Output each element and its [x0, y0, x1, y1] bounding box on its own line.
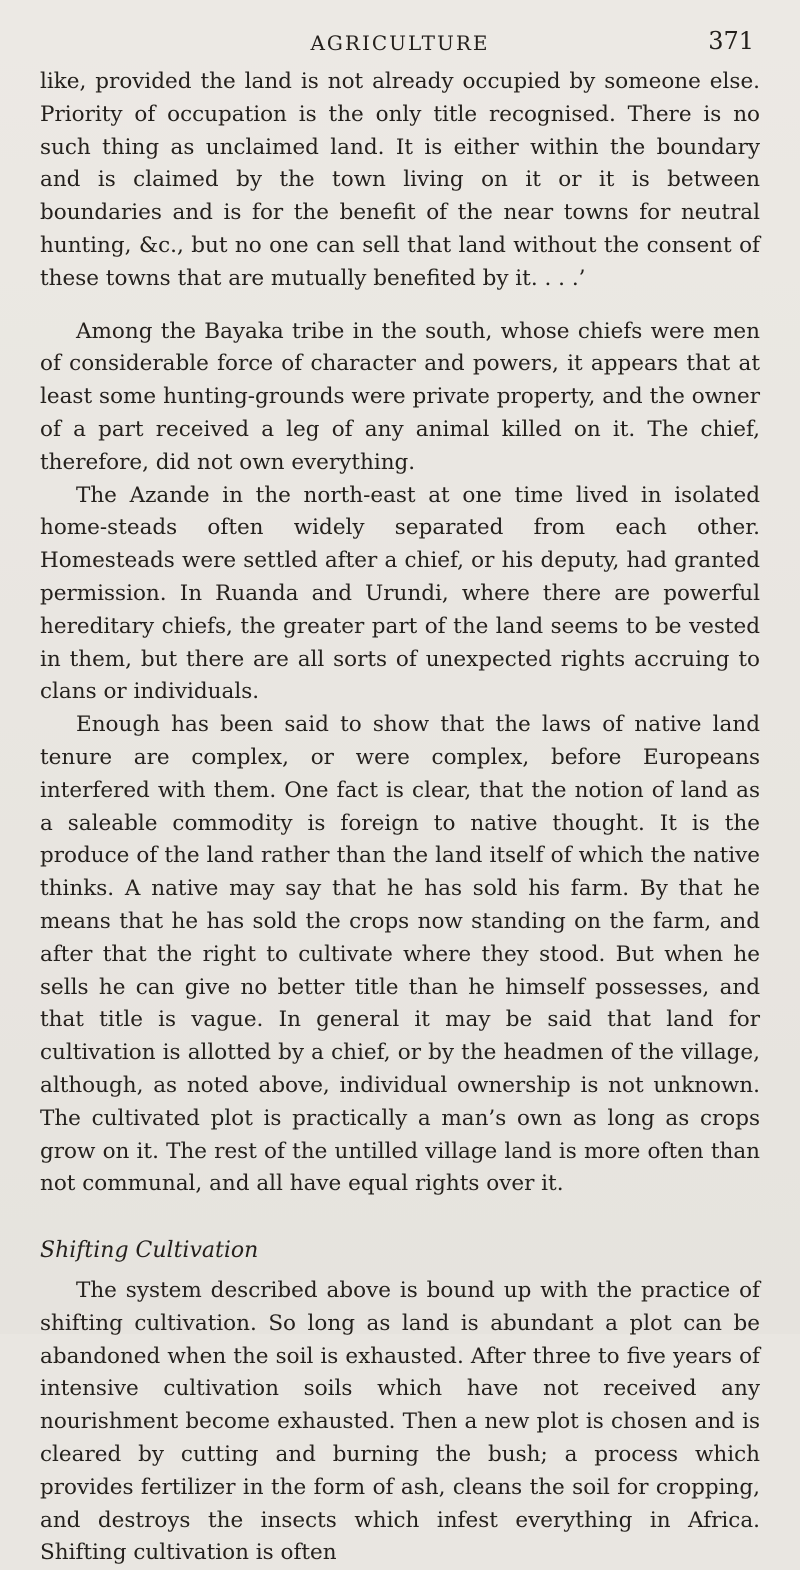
page-number: 371 — [708, 27, 754, 55]
paragraph-shifting-cultivation: The system described above is bound up with the practice of shifting cultivation. So long as land is abundant a plot can be abandoned when the soil is exhausted. After three to five years of intensive cultivation soils which have not received any nourishment become exhausted. Then a new plot is chosen and is cleared by cutting and burning the bush; a process which provides fertilizer in the form of ash, cleans the soil for cropping, and destroys the insects which infest everything in Africa. Shifting cultivation is often — [40, 1278, 760, 1566]
paragraph-gap — [40, 296, 760, 316]
paragraph-azande: The Azande in the north-east at one time lived in isolated home-steads often widely separated from each other. Homesteads were settled after a chief, or his deputy, had granted permission. In Ruanda and Urundi, where there are powerful hereditary chiefs, the greater part of the land seems to be vested in them, but there are all sorts of unexpected rights accruing to clans or individuals. — [40, 482, 760, 705]
running-title: AGRICULTURE — [310, 31, 490, 55]
paragraph-continuation: like, provided the land is not already occupied by someone else. Priority of occupation is the only title recognised. There is no such thing as unclaimed land. It is either within the boundary and is claimed by the town living on it or it is between boundaries and is for the benefit of the near towns for neutral hunting, &c., but no one can sell that land without the consent of these towns that are mutually benefited by it. . . .’ — [40, 69, 760, 291]
paragraph-land-tenure: Enough has been said to show that the laws of native land tenure are complex, or were complex, before Europeans interfered with them. One fact is clear, that the notion of land as a saleable commodity is foreign to native thought. It is the produce of the land rather than the land itself of which the native thinks. A native may say that he has sold his farm. By that he means that he has sold the crops now standing on the farm, and after that the right to cultivate where they stood. But when he sells he can give no better title than he himself possesses, and that title is vague. In general it may be said that land for cultivation is allotted by a chief, or by the headmen of the village, although, as noted above, individual ownership is not unknown. The cultivated plot is practically a man’s own as long as crops grow on it. The rest of the untilled village land is more often than not communal, and all have equal rights over it. — [40, 712, 760, 1197]
running-head — [40, 28, 760, 58]
body-text — [40, 66, 760, 1570]
paragraph-bayaka: Among the Bayaka tribe in the south, whose chiefs were men of considerable force of character and powers, it appears that at least some hunting-grounds were private property, and the owner of a part received a leg of any animal killed on it. The chief, therefore, did not own everything. — [40, 318, 760, 475]
section-heading: Shifting Cultivation — [40, 1238, 259, 1264]
